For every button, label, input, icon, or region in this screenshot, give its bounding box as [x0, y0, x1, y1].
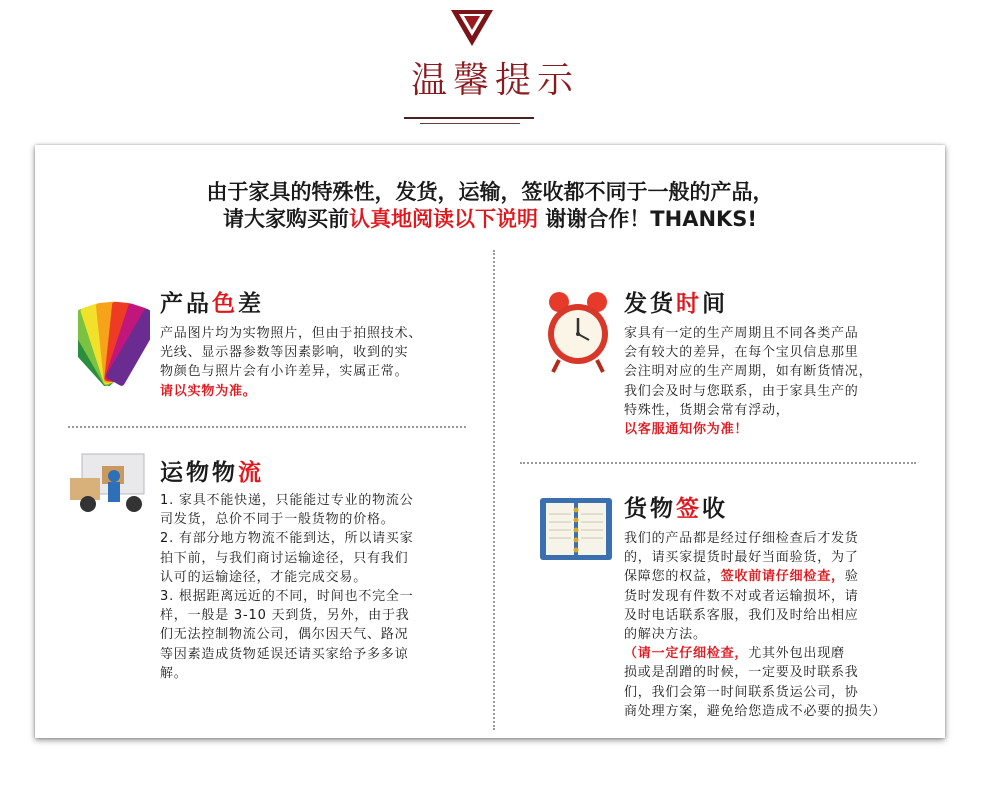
page-title: 温馨提示 — [410, 60, 579, 101]
section-title-color: 产品色差 — [160, 291, 264, 317]
receipt-check-note: 签收前请仔细检查， — [720, 569, 845, 585]
right-divider — [520, 462, 916, 464]
section-title-shipping: 发货时间 — [624, 291, 728, 317]
title-underline — [404, 117, 534, 119]
notebook-icon — [538, 496, 614, 562]
center-divider — [493, 250, 495, 730]
intro-line-1: 由于家具的特殊性，发货，运输，签收都不同于一般的产品， — [206, 180, 774, 204]
delivery-truck-icon — [62, 440, 154, 518]
alarm-clock-icon — [545, 290, 611, 376]
receipt-warning-note: （请一定仔细检查， — [624, 646, 749, 662]
section-title-receipt: 货物签收 — [624, 496, 728, 522]
intro-line-2: 请大家购买前认真地阅读以下说明 谢谢合作！THANKS! — [222, 207, 757, 231]
section-body-color: 产品图片均为实物照片，但由于拍照技术、 光线、显示器参数等因素影响，收到的实 物颜色与照片会有小许差异，实属正常。 请以实物为准。 — [160, 324, 480, 401]
left-divider — [68, 426, 466, 428]
section-body-logistics: 1. 家具不能快递，只能能过专业的物流公 司发货，总价不同于一般货物的价格。 2. 有部分地方物流不能到达，所以请买家 拍下前，与我们商讨运输途径，只有我们 认可的运输途径，才能完成交易。 3. 根据距离远近的不同，时间也不完全一 样，一般是 3-10 天到货，另外，由于我 们无法控制物流公司，偶尔因天气、路况 等因素造成货物延误还请买家给予多多谅 解。 — [160, 493, 414, 681]
down-triangle-icon — [449, 8, 495, 48]
color-swatch-icon — [78, 296, 150, 386]
color-note: 请以实物为准。 — [160, 383, 257, 399]
section-body-receipt: 我们的产品都是经过仔细检查后才发货 的，请买家提货时最好当面验货，为了 保障您的权益，签收前请仔细检查，验 货时发现有件数不对或者运输损坏，请 及时电话联系客服，我们及时给出相应 的解决方法。 （请一定仔细检查，尤其外包出现磨 损或是刮蹭的时候，一定要及时联系我 们，我们会第一时间联系货运公司，协 商处理方案，避免给您造成不必要的损失） — [624, 531, 887, 719]
title-underline-thin — [420, 123, 520, 124]
section-title-logistics: 运物物流 — [160, 460, 264, 486]
intro-highlight: 认真地阅读以下说明 — [348, 207, 538, 231]
section-body-shipping: 家具有一定的生产周期且不同各类产品 会有较大的差异，在每个宝贝信息那里 会注明对应的生产周期，如有断货情况， 我们会及时与您联系，由于家具生产的 特殊性，货期会常有浮动， 以客服通知你为准！ — [624, 324, 924, 439]
shipping-note: 以客服通知你为准！ — [624, 422, 749, 438]
